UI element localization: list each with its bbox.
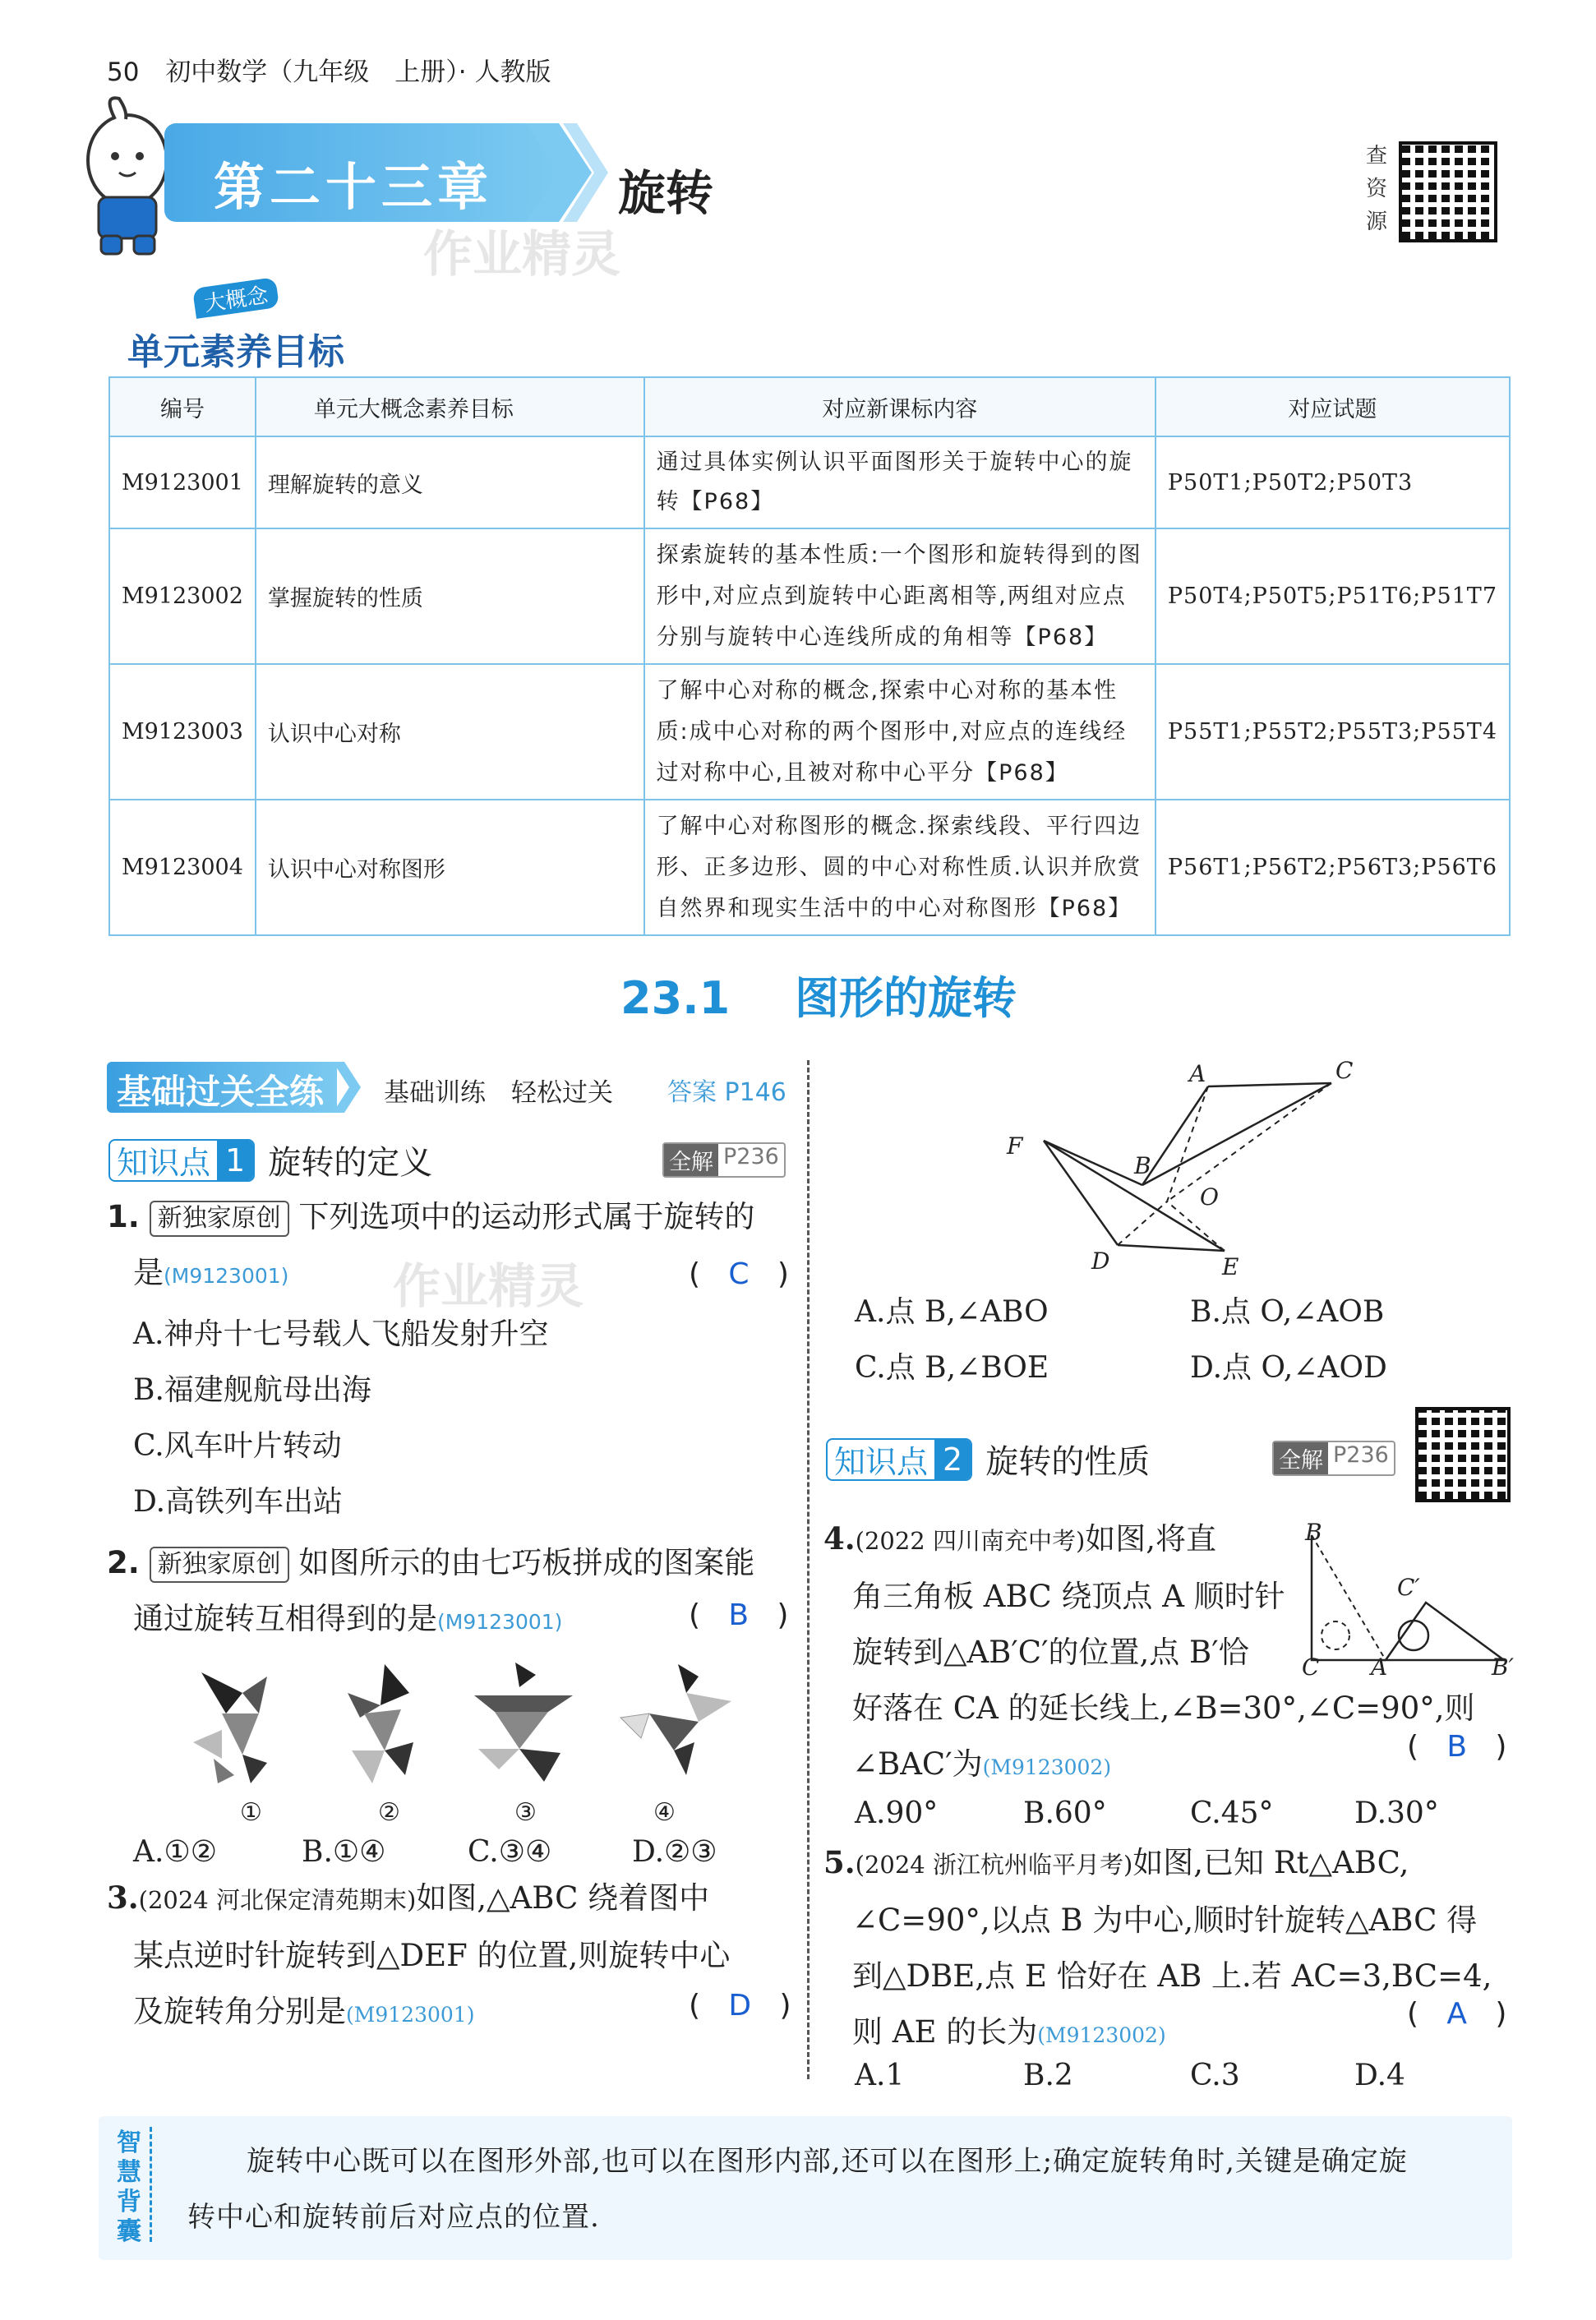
vertex-label: A bbox=[1189, 1060, 1206, 1087]
answer-blank: ( C ) bbox=[689, 1257, 789, 1291]
chapter-label: 第二十三章 bbox=[214, 157, 494, 217]
section-name: 图形的旋转 bbox=[795, 972, 1017, 1024]
goal-questions: P56T1;P56T2;P56T3;P56T6 bbox=[1155, 800, 1510, 935]
question-number: 3. bbox=[107, 1880, 139, 1916]
table-row bbox=[109, 528, 1510, 664]
page-number: 50 bbox=[107, 58, 140, 87]
tip-text bbox=[187, 2133, 1408, 2245]
option[interactable]: B.①④ bbox=[302, 1835, 386, 1869]
question-number: 5. bbox=[823, 1844, 856, 1880]
option[interactable]: A.1 bbox=[855, 2059, 905, 2092]
table-header-row bbox=[109, 377, 1510, 436]
question-stem: 某点逆时针旋转到△DEF 的位置,则旋转中心 bbox=[133, 1938, 731, 1973]
table-row bbox=[109, 436, 1510, 528]
book-title: 初中数学（九年级 上册）· 人教版 bbox=[165, 58, 551, 87]
vertex-label: C′ bbox=[1397, 1574, 1420, 1601]
tangram-figure-2 bbox=[335, 1660, 426, 1787]
goal-text: 认识中心对称 bbox=[256, 664, 644, 800]
chevron-decoration-icon bbox=[526, 123, 608, 222]
goal-id: M9123001 bbox=[109, 436, 256, 528]
column-header: 对应试题 bbox=[1155, 377, 1510, 436]
question-stem: 下列选项中的运动形式属于旋转的 bbox=[298, 1199, 755, 1234]
practice-banner-label: 基础过关全练 bbox=[117, 1072, 325, 1112]
figure-label: ④ bbox=[653, 1798, 676, 1827]
knowledge-point-number: 1 bbox=[217, 1141, 253, 1180]
full-solution-ref[interactable] bbox=[1272, 1441, 1395, 1476]
goal-questions: P50T1;P50T2;P50T3 bbox=[1155, 436, 1510, 528]
question-tag: 新独家原创 bbox=[150, 1547, 289, 1583]
tangram-figure-1 bbox=[185, 1664, 284, 1787]
answer-value: C bbox=[728, 1257, 750, 1291]
knowledge-point-title: 旋转的性质 bbox=[985, 1443, 1151, 1481]
question-source: (2024 河北保定清苑期末) bbox=[138, 1886, 417, 1914]
goal-id: M9123003 bbox=[109, 664, 256, 800]
option[interactable]: C.③④ bbox=[468, 1835, 552, 1869]
option[interactable]: A.90° bbox=[855, 1797, 939, 1830]
option[interactable]: C.点 B,∠BOE bbox=[855, 1351, 1049, 1385]
question-stem: ∠BAC′为 bbox=[852, 1746, 983, 1782]
question-stem: 如图,△ABC 绕着图中 bbox=[416, 1880, 710, 1916]
vertex-label: O bbox=[1200, 1183, 1219, 1211]
practice-subtitle: 基础训练 轻松过关 bbox=[384, 1078, 613, 1108]
tip-label: 智慧背囊 bbox=[117, 2129, 141, 2246]
table-row bbox=[109, 664, 1510, 800]
column-divider bbox=[807, 1060, 810, 2079]
goal-questions: P55T1;P55T2;P55T3;P55T4 bbox=[1155, 664, 1510, 800]
question-stem: 如图,将直 bbox=[1085, 1521, 1217, 1557]
question-code: (M9123001) bbox=[437, 1610, 563, 1634]
question-4-figure bbox=[1298, 1529, 1520, 1685]
option[interactable]: C.3 bbox=[1190, 2059, 1240, 2092]
question-tag: 新独家原创 bbox=[150, 1201, 289, 1237]
answer-value: B bbox=[728, 1598, 750, 1632]
answer-reference[interactable]: 答案 P146 bbox=[667, 1078, 786, 1107]
goal-content: 探索旋转的基本性质:一个图形和旋转得到的图形中,对应点到旋转中心距离相等,两组对应点分别与旋转中心连线所成的角相等【P68】 bbox=[644, 528, 1155, 664]
table-row bbox=[109, 800, 1510, 935]
tip-line bbox=[150, 2127, 152, 2242]
question-number: 2. bbox=[107, 1545, 140, 1580]
answer-value: D bbox=[728, 1989, 752, 2023]
goal-id: M9123002 bbox=[109, 528, 256, 664]
question-stem: ∠C=90°,以点 B 为中心,顺时针旋转△ABC 得 bbox=[852, 1903, 1478, 1938]
knowledge-point-label: 知识点 bbox=[834, 1444, 929, 1480]
knowledge-point-badge bbox=[826, 1438, 972, 1481]
question-3-figure bbox=[994, 1060, 1381, 1290]
option[interactable]: D.②③ bbox=[632, 1835, 717, 1869]
goal-text: 理解旋转的意义 bbox=[256, 436, 644, 528]
question-3-options bbox=[855, 1285, 1529, 1396]
question-code: (M9123001) bbox=[164, 1264, 289, 1288]
goal-content: 通过具体实例认识平面图形关于旋转中心的旋转【P68】 bbox=[644, 436, 1155, 528]
question-code: (M9123002) bbox=[982, 1755, 1112, 1779]
answer-blank: ( A ) bbox=[1407, 1997, 1507, 2031]
option[interactable]: D.点 O,∠AOD bbox=[1190, 1351, 1387, 1385]
section-number: 23.1 bbox=[620, 972, 731, 1024]
question-stem: 通过旋转互相得到的是 bbox=[133, 1601, 437, 1636]
question-number: 1. bbox=[107, 1199, 140, 1234]
chapter-name: 旋转 bbox=[618, 165, 714, 221]
tangram-figure-3 bbox=[470, 1658, 577, 1786]
column-header: 对应新课标内容 bbox=[644, 377, 1155, 436]
full-solution-ref[interactable] bbox=[662, 1142, 786, 1178]
figure-label: ① bbox=[240, 1798, 262, 1827]
goal-questions: P50T4;P50T5;P51T6;P51T7 bbox=[1155, 528, 1510, 664]
knowledge-point-badge bbox=[108, 1139, 255, 1182]
question-stem: 如图,已知 Rt△ABC, bbox=[1132, 1845, 1409, 1880]
full-solution-page: P236 bbox=[723, 1144, 779, 1169]
question-code: (M9123002) bbox=[1037, 2023, 1166, 2047]
full-solution-label: 全解 bbox=[664, 1144, 718, 1176]
option[interactable]: B.60° bbox=[1023, 1797, 1107, 1830]
figure-label: ③ bbox=[514, 1798, 537, 1827]
question-code: (M9123001) bbox=[346, 2003, 475, 2027]
vertex-label: B bbox=[1134, 1152, 1151, 1179]
vertex-label: C bbox=[1335, 1057, 1354, 1084]
goal-id: M9123004 bbox=[109, 800, 256, 935]
question-5-options bbox=[855, 2048, 1405, 2104]
goal-content: 了解中心对称图形的概念.探索线段、平行四边形、正多边形、圆的中心对称性质.认识并欣赏自然界和现实生活中的中心对称图形【P68】 bbox=[644, 800, 1155, 935]
qr-code-icon[interactable] bbox=[1415, 1407, 1511, 1502]
section-title bbox=[620, 963, 1017, 1026]
option[interactable]: D.30° bbox=[1354, 1797, 1439, 1830]
watermark: 作业精灵 bbox=[423, 226, 620, 284]
column-header: 编号 bbox=[109, 377, 256, 436]
question-1-options bbox=[133, 1307, 548, 1530]
question-source: (2022 四川南充中考) bbox=[855, 1527, 1086, 1555]
question-stem: 则 AE 的长为 bbox=[852, 2014, 1038, 2050]
answer-value: B bbox=[1446, 1730, 1468, 1764]
unit-goals-title: 单元素养目标 bbox=[127, 331, 344, 373]
figure-label: ② bbox=[378, 1798, 400, 1827]
option[interactable]: B.福建舰航母出海 bbox=[133, 1373, 371, 1407]
goal-text: 掌握旋转的性质 bbox=[256, 528, 644, 664]
knowledge-point-2 bbox=[826, 1436, 1150, 1483]
watermark: 作业精灵 bbox=[393, 1258, 584, 1314]
goal-text: 认识中心对称图形 bbox=[256, 800, 644, 935]
qr-label: 查资源 bbox=[1366, 144, 1388, 234]
option[interactable]: B.点 O,∠AOB bbox=[1190, 1295, 1385, 1329]
column-header: 单元大概念素养目标 bbox=[256, 377, 644, 436]
answer-value: A bbox=[1446, 1997, 1468, 2031]
answer-blank: ( B ) bbox=[1407, 1730, 1507, 1764]
vertex-label: B bbox=[1305, 1519, 1322, 1546]
vertex-label: D bbox=[1091, 1248, 1110, 1275]
vertex-label: C bbox=[1302, 1654, 1320, 1681]
answer-blank: ( D ) bbox=[689, 1989, 791, 2023]
question-4-options bbox=[855, 1786, 1439, 1842]
unit-goals-badge: 大概念 bbox=[192, 277, 279, 319]
option[interactable]: C.45° bbox=[1190, 1797, 1274, 1830]
option[interactable]: B.2 bbox=[1023, 2059, 1073, 2092]
tip-text-line: 转中心和旋转前后对应点的位置. bbox=[187, 2201, 600, 2234]
knowledge-point-label: 知识点 bbox=[117, 1145, 211, 1181]
page-header bbox=[107, 51, 551, 88]
question-stem: 到△DBE,点 E 恰好在 AB 上.若 AC=3,BC=4, bbox=[852, 1958, 1492, 1994]
qr-code-icon[interactable] bbox=[1399, 141, 1497, 242]
tip-text-line: 旋转中心既可以在图形外部,也可以在图形内部,还可以在图形上;确定旋转角时,关键是确定旋 bbox=[247, 2145, 1408, 2178]
option[interactable]: D.4 bbox=[1354, 2059, 1405, 2092]
vertex-label: A bbox=[1371, 1654, 1388, 1681]
vertex-label: F bbox=[1007, 1132, 1023, 1160]
question-stem: 好落在 CA 的延长线上,∠B=30°,∠C=90°,则 bbox=[852, 1690, 1475, 1726]
option[interactable]: A.神舟十七号载人飞船发射升空 bbox=[133, 1317, 549, 1351]
question-stem: 如图所示的由七巧板拼成的图案能 bbox=[298, 1545, 755, 1580]
option[interactable]: D.高铁列车出站 bbox=[133, 1485, 344, 1519]
question-stem: 是 bbox=[133, 1255, 164, 1290]
goal-content: 了解中心对称的概念,探索中心对称的基本性质:成中心对称的两个图形中,对应点的连线经过对称中心,且被对称中心平分【P68】 bbox=[644, 664, 1155, 800]
full-solution-label: 全解 bbox=[1274, 1442, 1328, 1474]
question-stem: 角三角板 ABC 绕顶点 A 顺时针 bbox=[852, 1579, 1285, 1614]
question-2 bbox=[107, 1535, 797, 1650]
answer-blank: ( B ) bbox=[689, 1598, 789, 1632]
knowledge-point-number: 2 bbox=[934, 1440, 971, 1479]
knowledge-point-title: 旋转的定义 bbox=[268, 1144, 433, 1182]
vertex-label: E bbox=[1222, 1253, 1239, 1280]
option[interactable]: A.点 B,∠ABO bbox=[855, 1295, 1049, 1329]
chevron-decoration-icon bbox=[333, 1062, 366, 1113]
knowledge-point-1 bbox=[108, 1137, 432, 1183]
question-number: 4. bbox=[823, 1520, 856, 1557]
tangram-figure-4 bbox=[616, 1656, 736, 1779]
question-source: (2024 浙江杭州临平月考) bbox=[855, 1851, 1133, 1879]
option[interactable]: A.①② bbox=[133, 1835, 217, 1869]
unit-goals-table bbox=[108, 376, 1511, 936]
vertex-label: B′ bbox=[1492, 1654, 1514, 1681]
question-stem: 旋转到△AB′C′的位置,点 B′恰 bbox=[852, 1635, 1249, 1670]
question-stem: 及旋转角分别是 bbox=[133, 1994, 346, 2029]
option[interactable]: C.风车叶片转动 bbox=[133, 1429, 342, 1463]
full-solution-page: P236 bbox=[1333, 1442, 1389, 1468]
